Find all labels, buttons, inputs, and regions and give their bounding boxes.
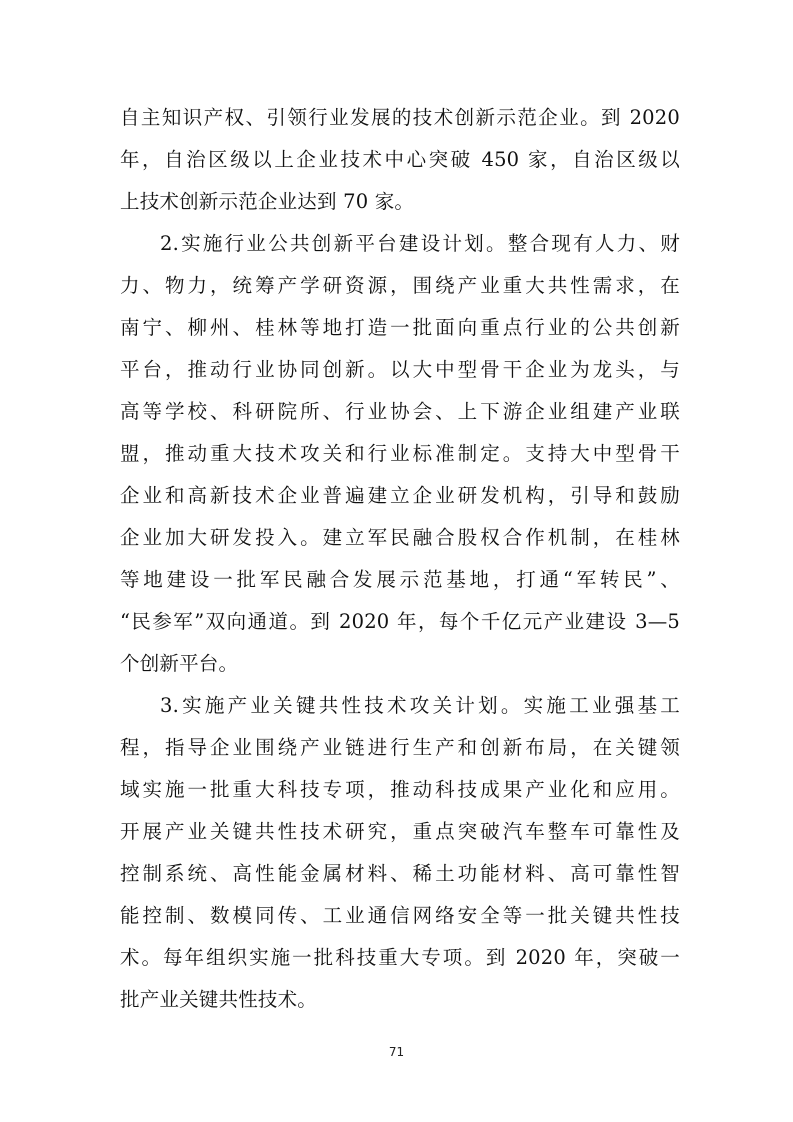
text-line: 个创新平台。 — [120, 652, 239, 675]
text-line: 等地建设一批军民融合发展示范基地，打通“军转民”、 — [120, 568, 680, 591]
text-line: 高等学校、科研院所、行业协会、上下游企业组建产业联 — [120, 400, 680, 423]
text-line: 平台，推动行业协同创新。以大中型骨干企业为龙头，与 — [120, 358, 680, 381]
text-line: 开展产业关键共性技术研究，重点突破汽车整车可靠性及 — [120, 820, 680, 843]
text-line: 控制系统、高性能金属材料、稀土功能材料、高可靠性智 — [120, 862, 680, 885]
text-line: 年，自治区级以上企业技术中心突破 450 家，自治区级以 — [120, 148, 680, 171]
text-line: 术。每年组织实施一批科技重大专项。到 2020 年，突破一 — [120, 946, 680, 969]
text-line: 企业加大研发投入。建立军民融合股权合作机制，在桂林 — [120, 526, 680, 549]
text-line: 批产业关键共性技术。 — [120, 988, 318, 1011]
text-line: 力、物力，统筹产学研资源，围绕产业重大共性需求，在 — [120, 274, 680, 297]
section-heading-line: 2.实施行业公共创新平台建设计划。整合现有人力、财 — [160, 232, 680, 255]
page-number: 71 — [388, 1045, 405, 1059]
text-line: 上技术创新示范企业达到 70 家。 — [120, 190, 415, 213]
section-heading-line: 3.实施产业关键共性技术攻关计划。实施工业强基工 — [160, 694, 680, 717]
text-line: 盟，推动重大技术攻关和行业标准制定。支持大中型骨干 — [120, 442, 680, 465]
text-line: 能控制、数模同传、工业通信网络安全等一批关键共性技 — [120, 904, 680, 927]
text-line: “民参军”双向通道。到 2020 年，每个千亿元产业建设 3—5 — [120, 610, 680, 633]
text-line: 域实施一批重大科技专项，推动科技成果产业化和应用。 — [120, 778, 680, 801]
text-line: 企业和高新技术企业普遍建立企业研发机构，引导和鼓励 — [120, 484, 680, 507]
text-line: 南宁、柳州、桂林等地打造一批面向重点行业的公共创新 — [120, 316, 680, 339]
text-line: 程，指导企业围绕产业链进行生产和创新布局，在关键领 — [120, 736, 680, 759]
text-line: 自主知识产权、引领行业发展的技术创新示范企业。到 2020 — [120, 106, 680, 129]
